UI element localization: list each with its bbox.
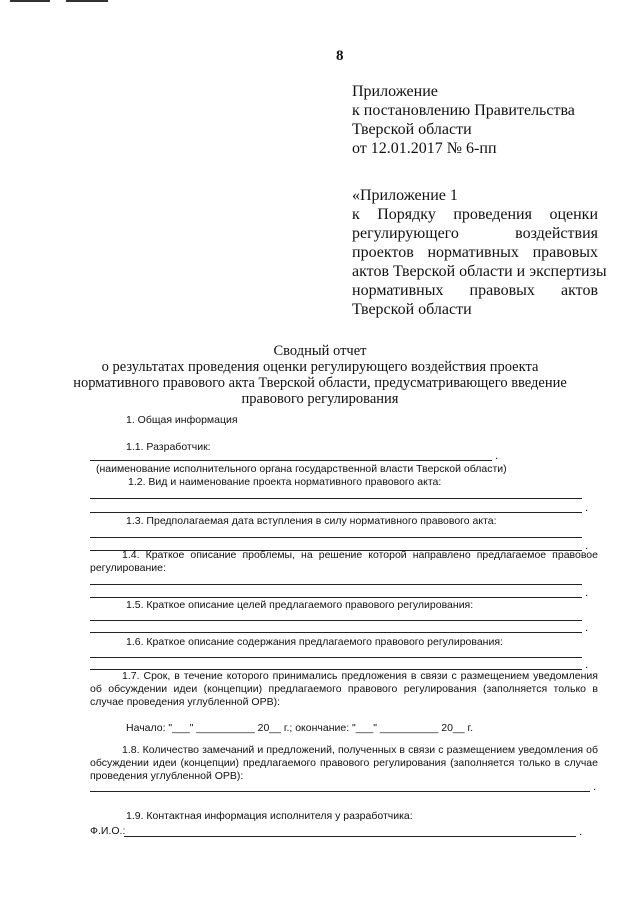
field-label-content: 1.6. Краткое описание содержания предлагаемого правового регулирования: <box>126 636 503 648</box>
scan-edge-mark <box>10 0 110 3</box>
developer-caption: (наименование исполнительного органа государственной власти Тверской области) <box>96 463 507 475</box>
annex-line: Тверской области <box>352 301 472 318</box>
field-label-developer: 1.1. Разработчик: <box>126 441 211 453</box>
approval-line: к постановлению Правительства <box>352 102 575 119</box>
field-label-comments-count: 1.8. Количество замечаний и предложений, полученных в связи с размещением уведомления об обсуждении идеи (концепции) предлагаемого правового регулирования (заполняется только в случае проведения углубленной ОРВ): <box>90 744 598 782</box>
field-label-proposal-period: 1.7. Срок, в течение которого принимались предложения в связи с размещением уведомления об обсуждении идеи (концепции) предлагаемого правового регулирования (заполняется только в случае проведения углубленной ОРВ): <box>90 670 598 708</box>
proposal-period-dates[interactable]: Начало: "___" __________ 20__ г.; окончание: "___" __________ 20__ г. <box>126 722 473 734</box>
report-subtitle-line: правового регулирования <box>241 391 399 407</box>
project-type-fill-line[interactable] <box>90 498 582 499</box>
annex-line: к Порядку проведения оценки <box>352 206 598 223</box>
content-fill-line[interactable] <box>90 657 582 658</box>
section-heading: 1. Общая информация <box>126 414 238 426</box>
fio-label: Ф.И.О.: <box>90 825 126 837</box>
annex-line: «Приложение 1 <box>352 187 458 204</box>
approval-line: Приложение <box>352 83 438 100</box>
goals-fill-line[interactable] <box>90 620 582 621</box>
problem-fill-line[interactable] <box>90 584 582 585</box>
project-type-fill-line[interactable] <box>90 512 582 513</box>
developer-fill-line[interactable] <box>90 460 492 461</box>
field-label-contact-info: 1.9. Контактная информация исполнителя у разработчика: <box>126 810 413 822</box>
approval-line: от 12.01.2017 № 6-пп <box>352 140 497 157</box>
report-subtitle-line: о результатах проведения оценки регулирующего воздействия проекта <box>101 359 539 375</box>
page-number: 8 <box>336 48 344 64</box>
comments-count-fill-line[interactable] <box>90 791 590 792</box>
annex-block <box>352 186 607 319</box>
report-subtitle-line: нормативного правового акта Тверской области, предусматривающего введение <box>73 375 567 391</box>
effective-date-fill-line[interactable] <box>90 537 582 538</box>
field-label-project-type: 1.2. Вид и наименование проекта нормативного правового акта: <box>128 476 442 488</box>
problem-fill-line[interactable] <box>90 597 582 598</box>
approval-block <box>352 82 575 158</box>
annex-line: нормативных правовых актов <box>352 282 598 299</box>
approval-line: Тверской области <box>352 121 472 138</box>
field-label-problem: 1.4. Краткое описание проблемы, на решение которой направлено предлагаемое правовое регулирование: <box>90 549 598 574</box>
report-title: Сводный отчет <box>273 343 367 359</box>
annex-line: проектов нормативных правовых <box>352 244 598 261</box>
goals-fill-line[interactable] <box>90 632 582 633</box>
annex-line: актов Тверской области и экспертизы <box>352 263 607 280</box>
annex-line: регулирующего воздействия <box>352 225 598 242</box>
field-label-goals: 1.5. Краткое описание целей предлагаемого правового регулирования: <box>126 599 474 611</box>
field-label-effective-date: 1.3. Предполагаемая дата вступления в силу нормативного правового акта: <box>126 515 497 527</box>
fio-fill-line[interactable] <box>124 836 576 837</box>
